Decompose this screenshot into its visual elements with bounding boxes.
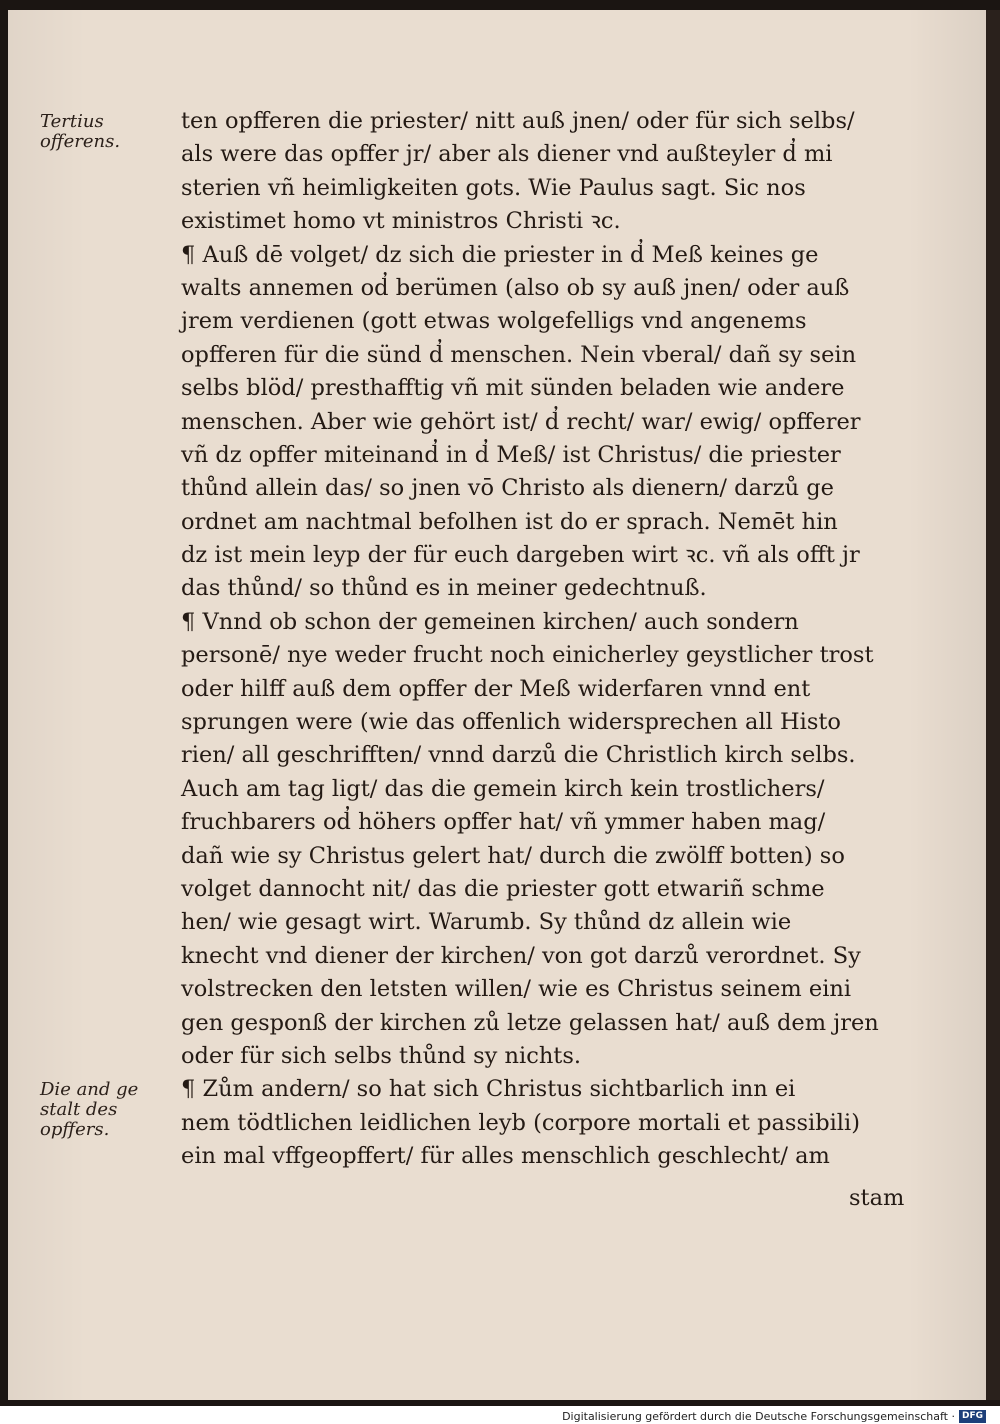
text-line: rien/ all geschrifften/ vnnd darzů die Christlich kirch selbs. — [181, 742, 856, 769]
margin-note-line: opffers. — [40, 1119, 110, 1140]
text-line: volstrecken den letsten willen/ wie es Christus seinem eini — [181, 976, 852, 1003]
footer-text: Digitalisierung gefördert durch die Deutsche Forschungsgemeinschaft · — [562, 1409, 955, 1423]
text-line: nem tödtlichen leidlichen leyb (corpore mortali et passibili) — [181, 1109, 860, 1136]
text-line: ¶ Vnnd ob schon der gemeinen kirchen/ auch sondern — [181, 608, 799, 635]
text-line: knecht vnd diener der kirchen/ von got darzů verordnet. Sy — [181, 942, 861, 969]
margin-note-line: offerens. — [40, 131, 121, 152]
text-line: personē/ nye weder frucht noch einicherley geystlicher trost — [181, 642, 874, 669]
text-line: dañ wie sy Christus gelert hat/ durch die zwölff botten) so — [181, 842, 845, 869]
text-line: thůnd allein das/ so jnen vō Christo als dienern/ darzů ge — [181, 475, 834, 502]
footer-credit — [562, 1408, 986, 1424]
text-line: gen gesponß der kirchen zů letze gelassen hat/ auß dem jren — [181, 1009, 879, 1036]
text-line: selbs blöd/ presthafftig vñ mit sünden beladen wie andere — [181, 375, 845, 402]
text-line: vñ dz opffer miteinand̓ in d̓ Meß/ ist Christus/ die priester — [181, 441, 841, 468]
margin-note-line: Die and ge — [40, 1079, 139, 1100]
text-line: volget dannocht nit/ das die priester gott etwariñ schme — [181, 875, 825, 902]
margin-note-line: Tertius — [40, 111, 104, 132]
margin-note-gestalt — [40, 1080, 175, 1140]
text-line: dz ist mein leyp der für euch dargeben wirt ꝛc. vñ als offt jr — [181, 542, 860, 569]
text-line: sprungen were (wie das offenlich widersprechen all Histo — [181, 709, 841, 736]
text-line: ordnet am nachtmal befolhen ist do er sprach. Nemēt hin — [181, 508, 838, 535]
text-line: das thůnd/ so thůnd es in meiner gedechtnuß. — [181, 575, 707, 602]
text-line: ten opfferen die priester/ nitt auß jnen/ oder für sich selbs/ — [181, 108, 855, 134]
text-line: oder für sich selbs thůnd sy nichts. — [181, 1042, 582, 1069]
text-line: fruchbarers od̓ höhers opffer hat/ vñ ymmer haben mag/ — [181, 809, 826, 836]
text-line: Auch am tag ligt/ das die gemein kirch kein trostlichers/ — [181, 775, 825, 802]
page-edge — [986, 10, 1000, 1400]
text-line: als were das opffer jr/ aber als diener vnd außteyler d̓ mi — [181, 141, 833, 168]
text-line: jrem verdienen (gott etwas wolgefelligs vnd angenems — [181, 308, 807, 335]
text-line: hen/ wie gesagt wirt. Warumb. Sy thůnd dz allein wie — [181, 909, 792, 936]
text-line: ein mal vffgeopffert/ für alles menschlich geschlecht/ am — [181, 1143, 830, 1170]
text-line: walts annemen od̓ berümen (also ob sy auß jnen/ oder auß — [181, 274, 850, 301]
margin-note-tertius — [40, 112, 175, 152]
body-text — [181, 105, 911, 1174]
text-line: ¶ Auß dē volget/ dz sich die priester in d̓ Meß keines ge — [181, 241, 819, 268]
catchword: stam — [849, 1185, 905, 1211]
dfg-logo: DFG — [959, 1410, 986, 1423]
text-line: opfferen für die sünd d̓ menschen. Nein vberal/ dañ sy sein — [181, 341, 857, 368]
text-line: oder hilff auß dem opffer der Meß widerfaren vnnd ent — [181, 675, 811, 702]
text-line: ¶ Zům andern/ so hat sich Christus sichtbarlich inn ei — [181, 1076, 796, 1103]
margin-note-line: stalt des — [40, 1099, 118, 1120]
text-line: menschen. Aber wie gehört ist/ d̓ recht/ war/ ewig/ opfferer — [181, 408, 861, 435]
text-line: existimet homo vt ministros Christi ꝛc. — [181, 208, 621, 235]
text-line: sterien vñ heimligkeiten gots. Wie Paulus sagt. Sic nos — [181, 174, 806, 201]
